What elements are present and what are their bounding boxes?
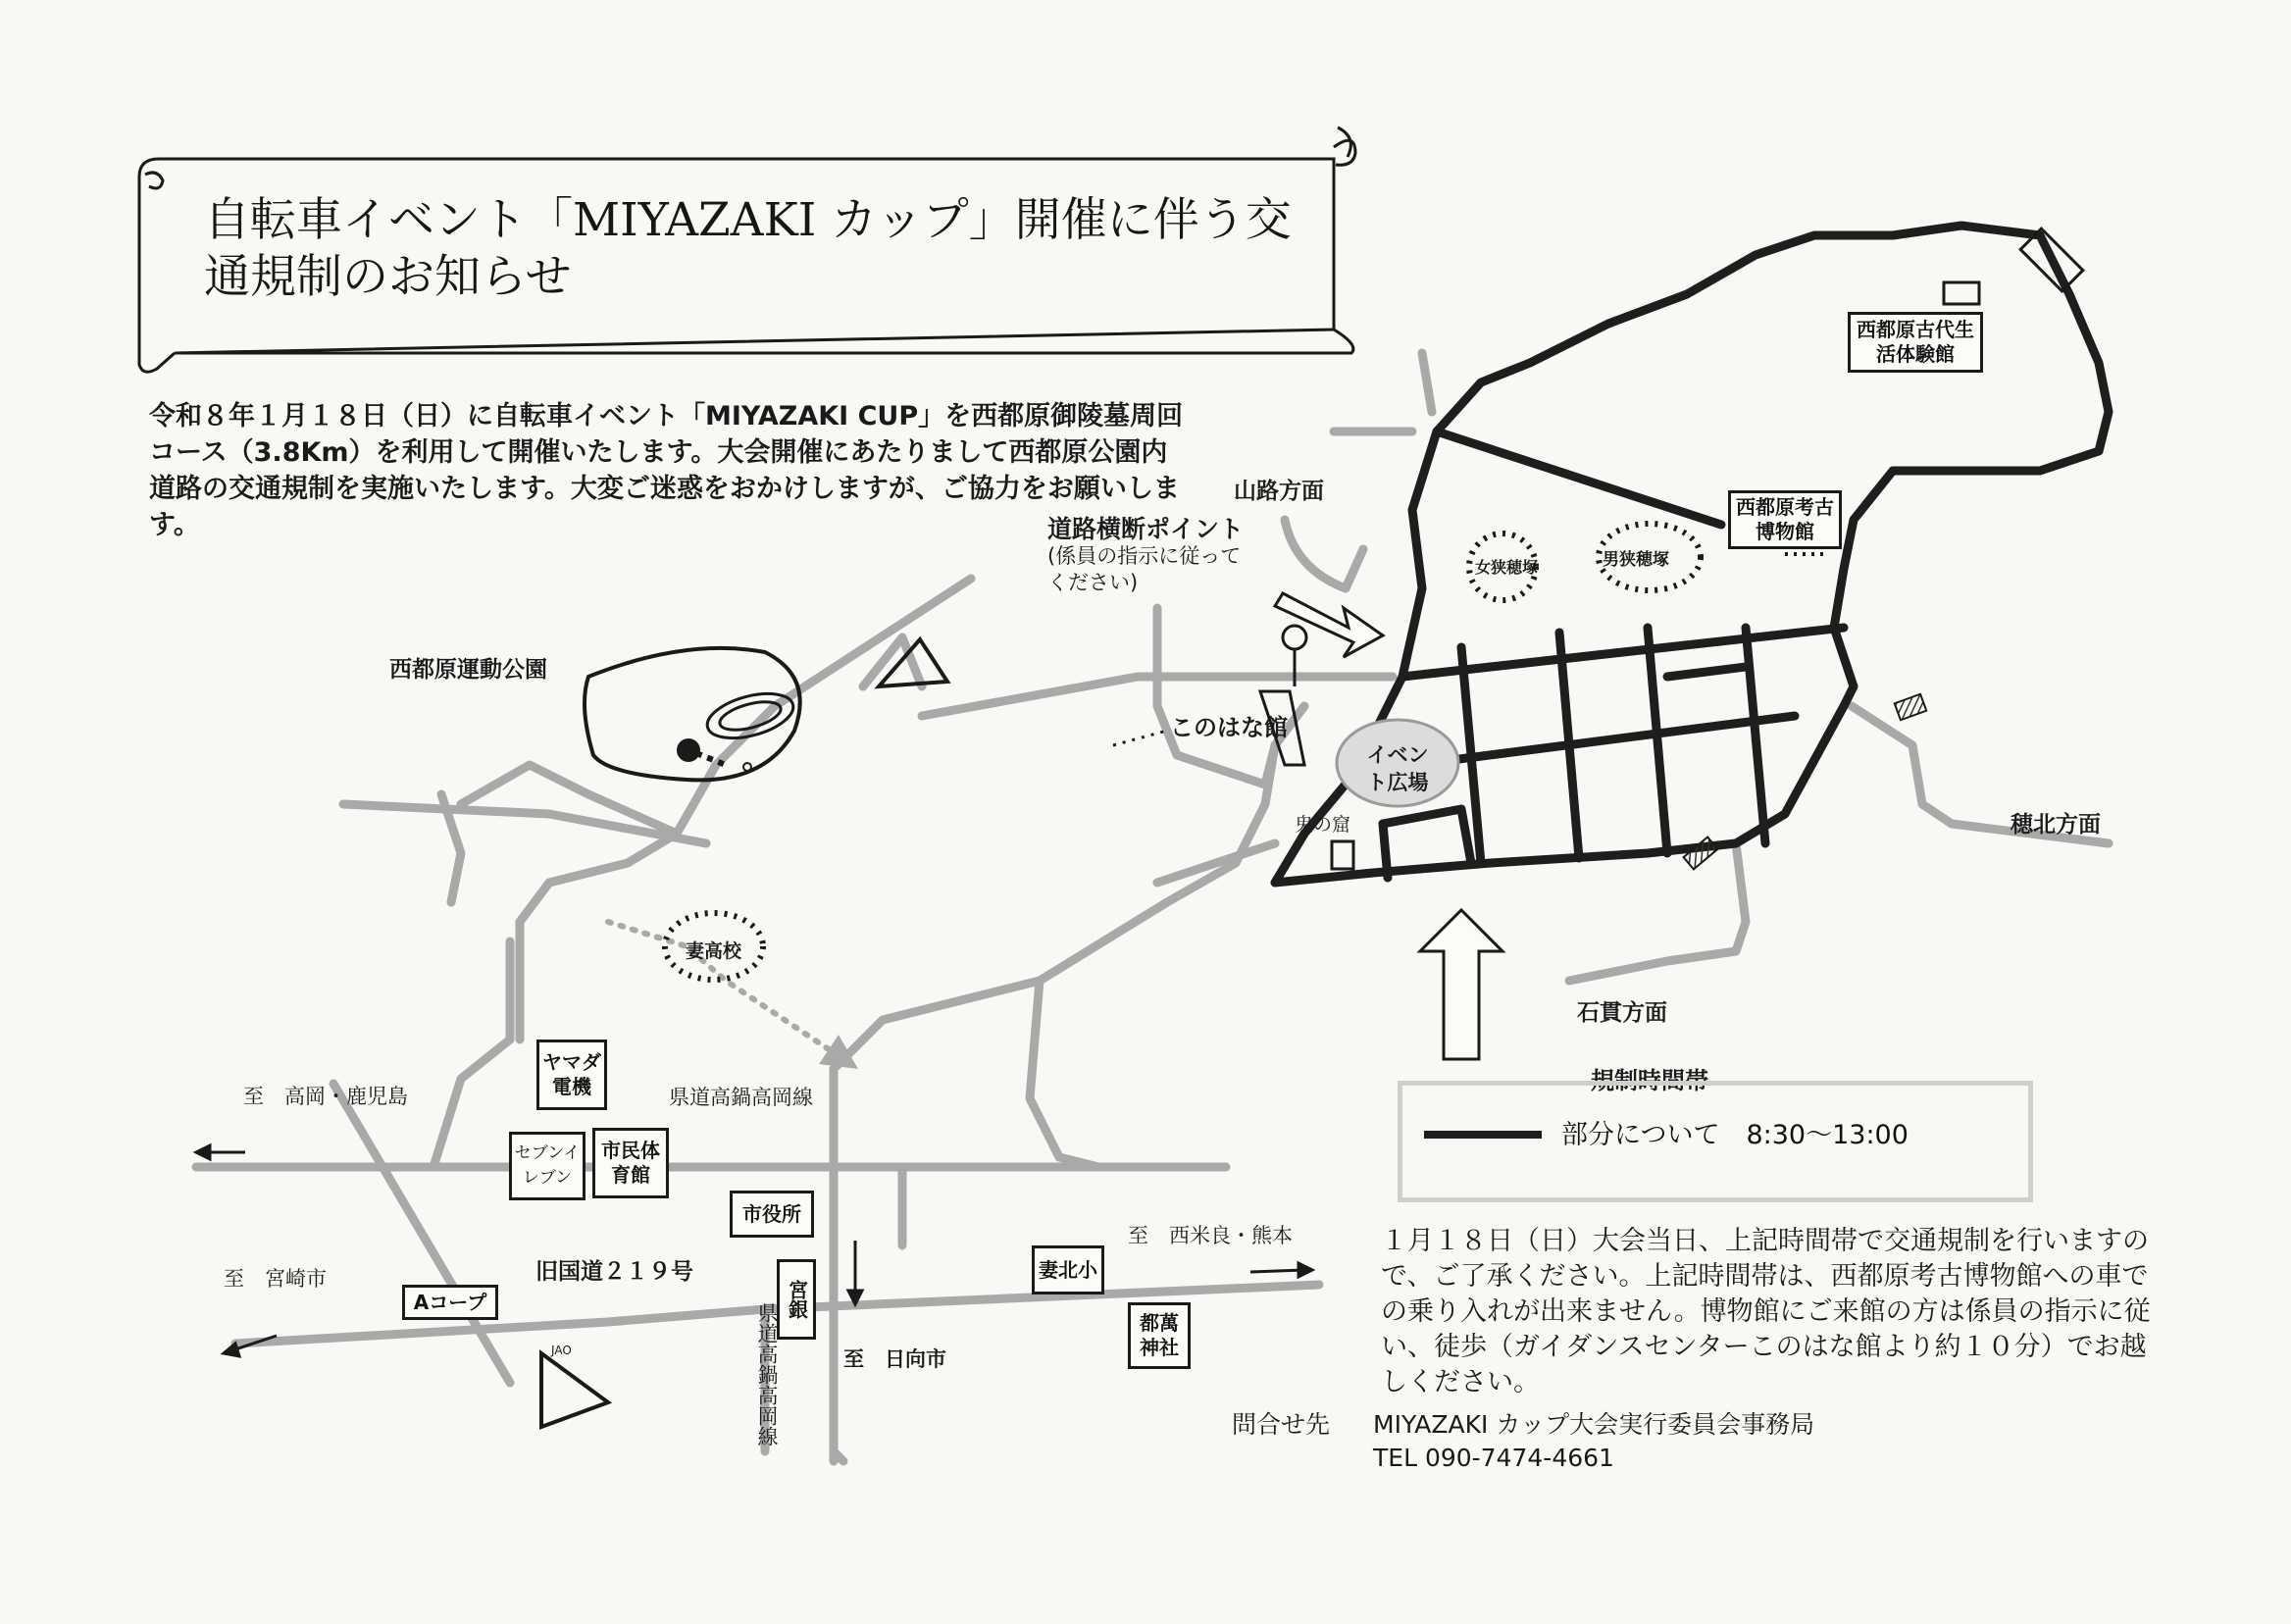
contact-label: 問合せ先 — [1232, 1410, 1331, 1439]
label-crossing-point: 道路横断ポイント — [1047, 515, 1245, 543]
label-sports-park: 西都原運動公園 — [389, 657, 547, 683]
label-osaho: 男狭穂塚 — [1603, 550, 1669, 570]
label-event-plaza: イベント広場 — [1366, 743, 1429, 794]
notice-paragraph: １月１８日（日）大会当日、上記時間帯で交通規制を行いますので、ご了承ください。上記時間帯は、西都原考古博物館への車での乗り入れが出来ません。博物館にご来館の方は係員の指示に従い、徒歩（ガイダンスセンターこのはな館より約１０分）でお越しください。 — [1381, 1226, 2151, 1397]
gate-marker-east — [1895, 694, 1926, 720]
gate-marker-south — [1684, 837, 1718, 870]
label-civic-gym: 市民体育館 — [592, 1128, 669, 1198]
contact-tel: TEL 090-7474-4661 — [1373, 1444, 1614, 1472]
intro-paragraph: 令和８年１月１８日（日）に自転車イベント「MIYAZAKI CUP」を西都原御陵墓周回コース（3.8Km）を利用して開催いたします。大会開催にあたりまして西都原公園内道路の交通規制を実施いたします。大変ご迷惑をおかけしますが、ご協力をお願いします。 — [149, 401, 1184, 540]
label-a-coop: Aコープ — [402, 1285, 498, 1320]
label-yamada: ヤマダ電機 — [536, 1040, 607, 1110]
label-tsuma-hs: 妻高校 — [686, 940, 742, 962]
label-hokita: 穂北方面 — [2011, 812, 2101, 837]
legend-text: 部分について 8:30～13:00 — [1561, 1120, 1909, 1150]
label-tsuman-shrine: 都萬神社 — [1128, 1302, 1191, 1369]
label-konohana: このはな館 — [1170, 714, 1288, 741]
label-mesaho: 女狭穂塚 — [1475, 558, 1539, 577]
label-oni-no-iwaya: 鬼の窟 — [1295, 814, 1351, 836]
contact-org: MIYAZAKI カップ大会実行委員会事務局 — [1373, 1410, 1815, 1439]
label-to-nishimera: 至 西米良・熊本 — [1128, 1224, 1293, 1247]
oni-marker — [1332, 841, 1353, 869]
page-title: 自転車イベント「MIYAZAKI カップ」開催に伴う交通規制のお知らせ — [204, 193, 1292, 304]
legend-title: 規制時間帯 — [1591, 1067, 1708, 1094]
label-crossing-note: (係員の指示に従ってください) — [1047, 544, 1242, 594]
label-to-hyuga: 至 日向市 — [843, 1347, 946, 1371]
label-seven-eleven: セブンイレブン — [509, 1132, 585, 1200]
label-route219: 旧国道２１９号 — [535, 1259, 693, 1285]
label-ishinuki: 石貫方面 — [1577, 1000, 1667, 1026]
legend-course-swatch — [1424, 1131, 1542, 1139]
label-jao: JAO — [551, 1344, 572, 1357]
label-kodai-center: 西都原古代生活体験館 — [1848, 312, 1983, 373]
kodai-center-marker — [1944, 282, 1979, 304]
tower-icon — [1283, 626, 1306, 649]
label-museum: 西都原考古博物館 — [1728, 490, 1842, 549]
label-city-hall: 市役所 — [730, 1191, 814, 1238]
landmark-triangle-south — [541, 1353, 608, 1427]
label-pref-road-v: 県道高鍋高岡線 — [755, 1302, 779, 1446]
label-to-takaoka: 至 高岡・鹿児島 — [243, 1085, 408, 1108]
label-yamaji: 山路方面 — [1234, 479, 1324, 504]
label-miyagin: 宮銀 — [777, 1259, 816, 1340]
label-to-miyazaki: 至 宮崎市 — [224, 1267, 327, 1291]
entry-arrow-icon — [1420, 910, 1502, 1059]
legend-box — [1398, 1081, 2033, 1202]
label-tsuma-kita: 妻北小 — [1032, 1245, 1104, 1294]
label-pref-road-h: 県道高鍋高岡線 — [669, 1086, 813, 1109]
